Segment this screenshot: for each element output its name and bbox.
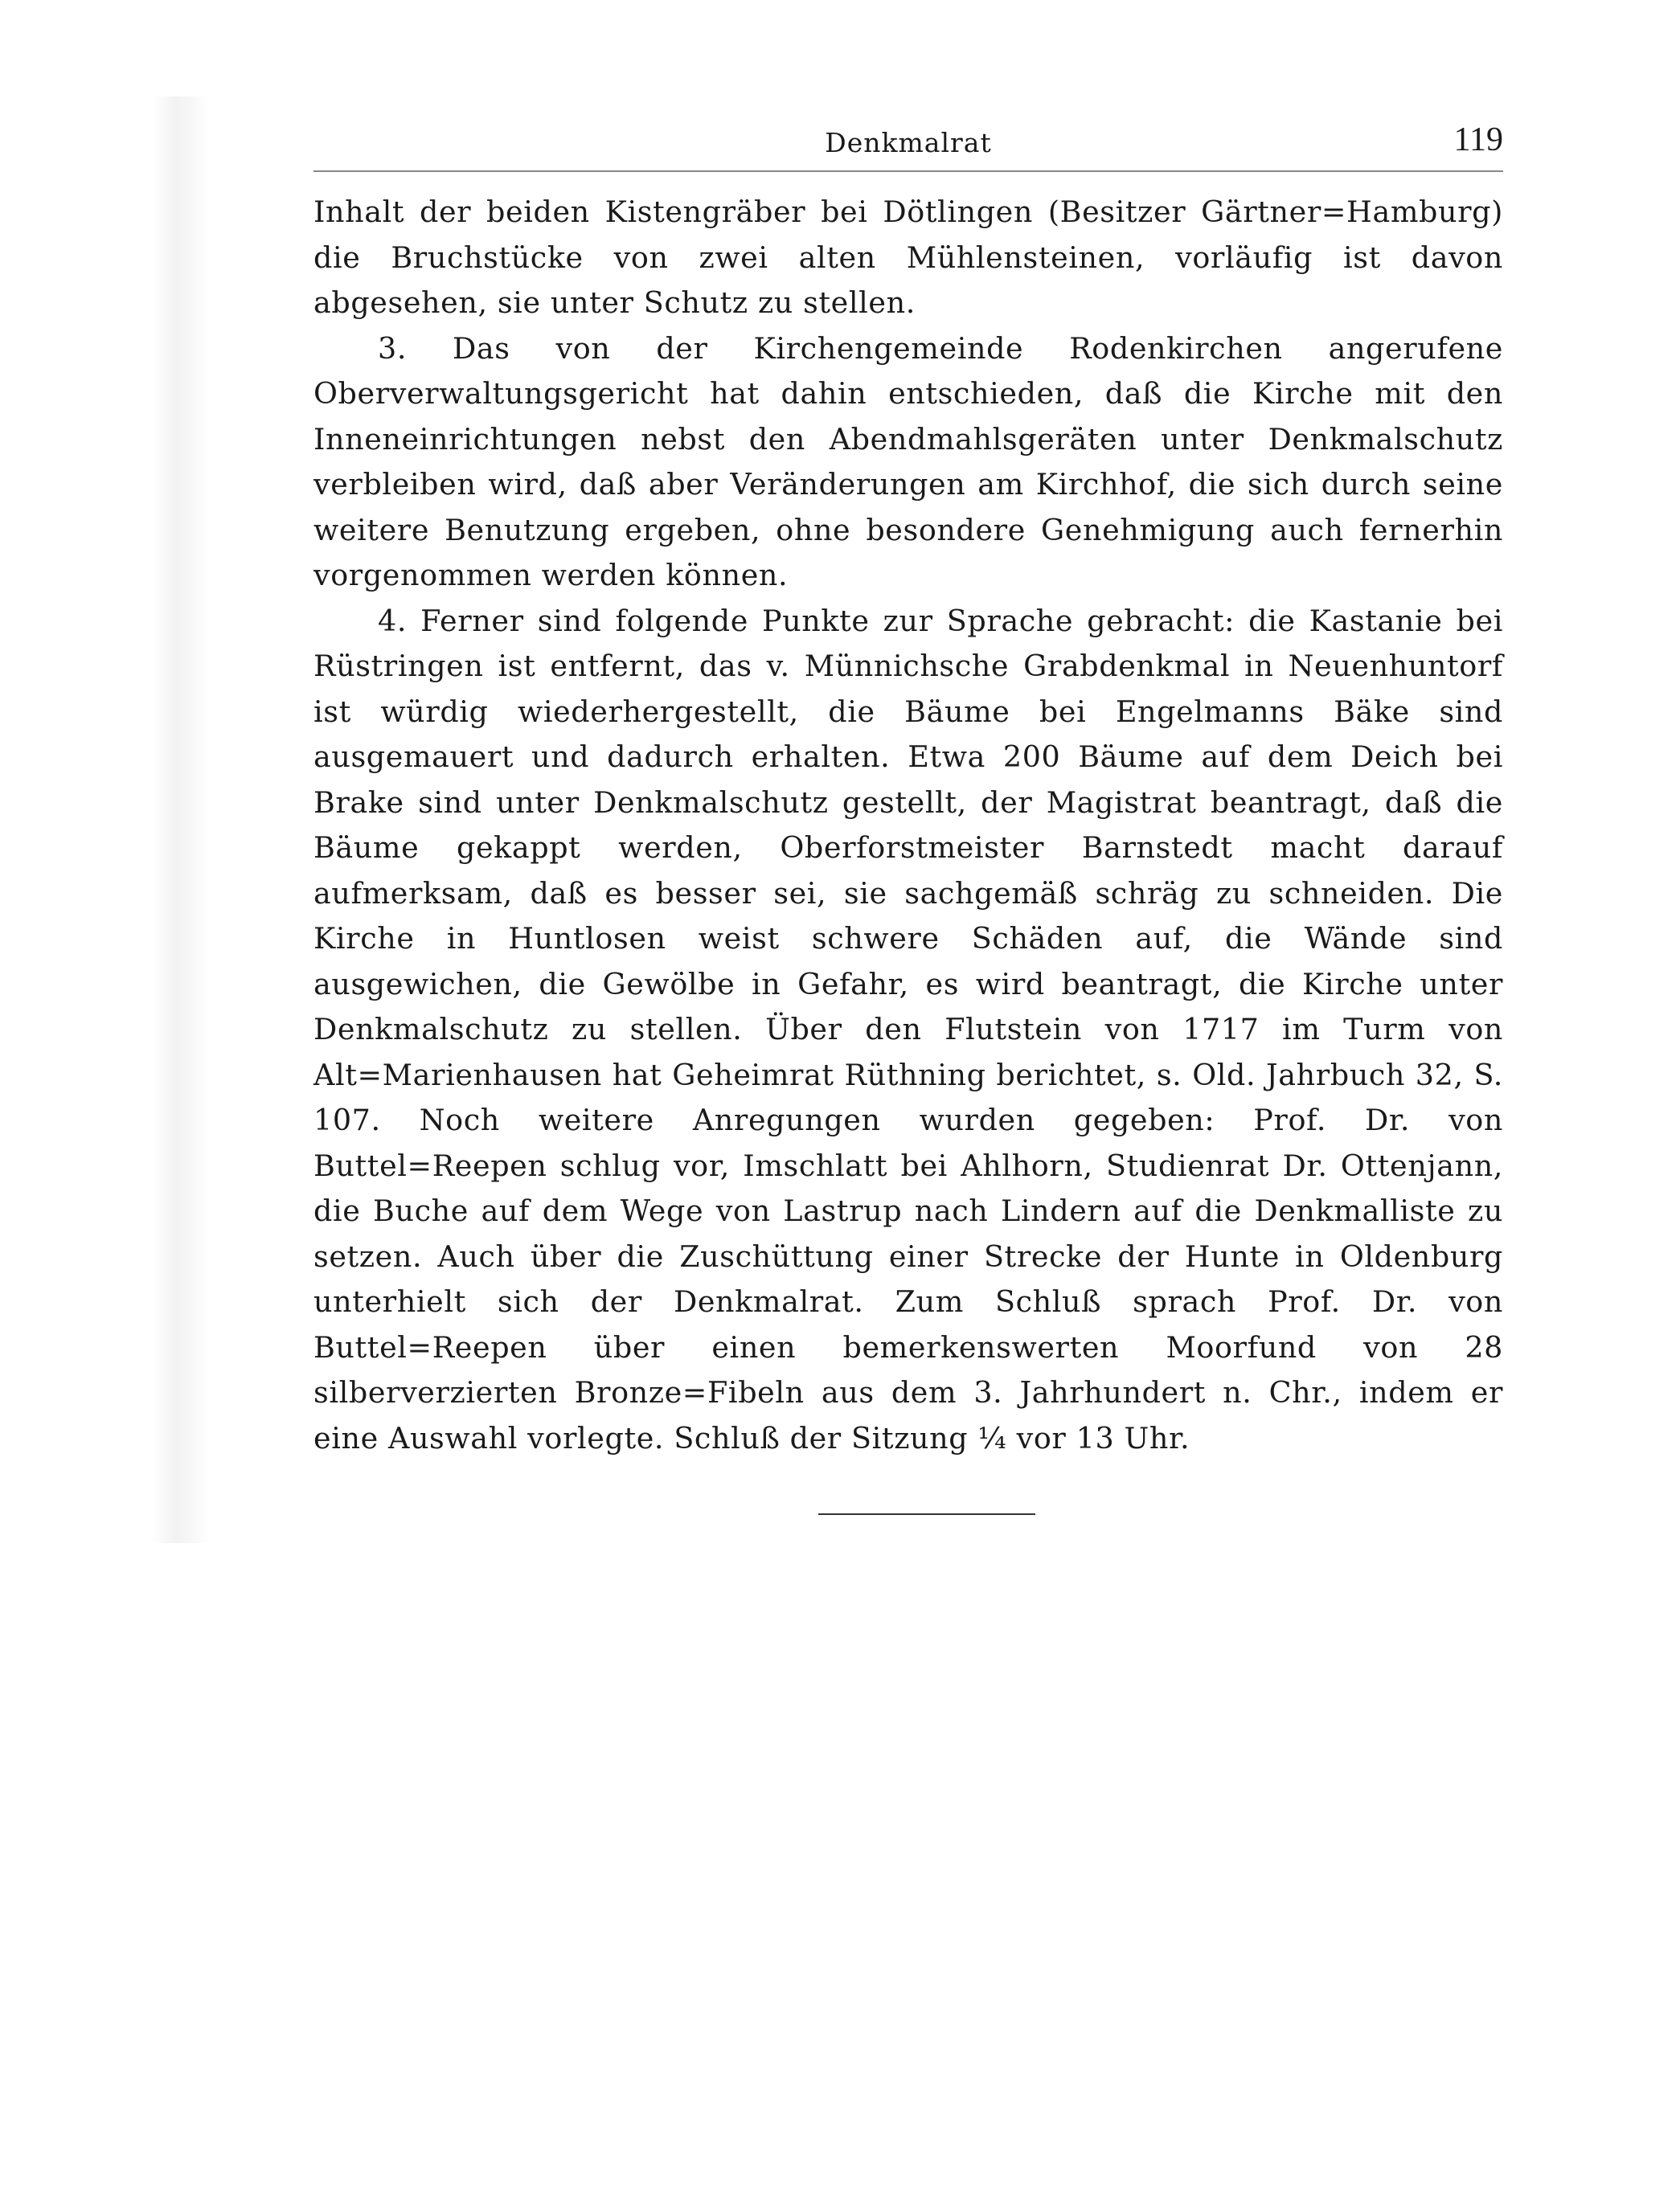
page-number: 119: [1453, 121, 1503, 158]
running-head: [313, 121, 1503, 167]
paragraph-continuation: Inhalt der beiden Kistengräber bei Dötlingen (Besitzer Gärtner=Hamburg) die Bruchstücke von zwei alten Mühlensteinen, vorläufig ist davon abgesehen, sie unter Schutz zu stellen.: [313, 194, 1503, 320]
running-title: Denkmalrat: [825, 127, 992, 158]
paragraph-item-3: 3. Das von der Kirchengemeinde Rodenkirchen angerufene Oberverwaltungsgericht hat dahin entschieden, daß die Kirche mit den Inneneinrichtungen nebst den Abendmahlsgeräten unter Denkmalschutz verbleiben wird, daß aber Veränderungen am Kirchhof, die sich durch seine weitere Benutzung ergeben, ohne besondere Genehmigung auch fernerhin vorgenommen werden können.: [313, 330, 1503, 592]
end-rule: [818, 1513, 1035, 1515]
paragraph-item-4: 4. Ferner sind folgende Punkte zur Sprache gebracht: die Kastanie bei Rüstringen ist entfernt, das v. Münnichsche Grabdenkmal in Neuenhuntorf ist würdig wiederhergestellt, die Bäume bei Engelmanns Bäke sind ausgemauert und dadurch erhalten. Etwa 200 Bäume auf dem Deich bei Brake sind unter Denkmalschutz gestellt, der Magistrat beantragt, daß die Bäume gekappt werden, Oberforstmeister Barnstedt macht darauf aufmerksam, daß es besser sei, sie sachgemäß schräg zu schneiden. Die Kirche in Huntlosen weist schwere Schäden auf, die Wände sind ausgewichen, die Gewölbe in Gefahr, es wird beantragt, die Kirche unter Denkmalschutz zu stellen. Über den Flutstein von 1717 im Turm von Alt=Marienhausen hat Geheimrat Rüthning berichtet, s. Old. Jahrbuch 32, S. 107. Noch weitere Anregungen wurden gegeben: Prof. Dr. von Buttel=Reepen schlug vor, Imschlatt bei Ahlhorn, Studienrat Dr. Ottenjann, die Buche auf dem Wege von Lastrup nach Lindern auf die Denkmalliste zu setzen. Auch über die Zuschüttung einer Strecke der Hunte in Oldenburg unterhielt sich der Denkmalrat. Zum Schluß sprach Prof. Dr. von Buttel=Reepen über einen bemerkenswerten Moorfund von 28 silberverzierten Bronze=Fibeln aus dem 3. Jahrhundert n. Chr., indem er eine Auswahl vorlegte. Schluß der Sitzung ¼ vor 13 Uhr.: [313, 603, 1503, 1456]
body-text: [313, 190, 1503, 1461]
document-page: [313, 121, 1503, 1461]
binding-shadow: [153, 96, 209, 1543]
header-rule: [313, 170, 1503, 172]
